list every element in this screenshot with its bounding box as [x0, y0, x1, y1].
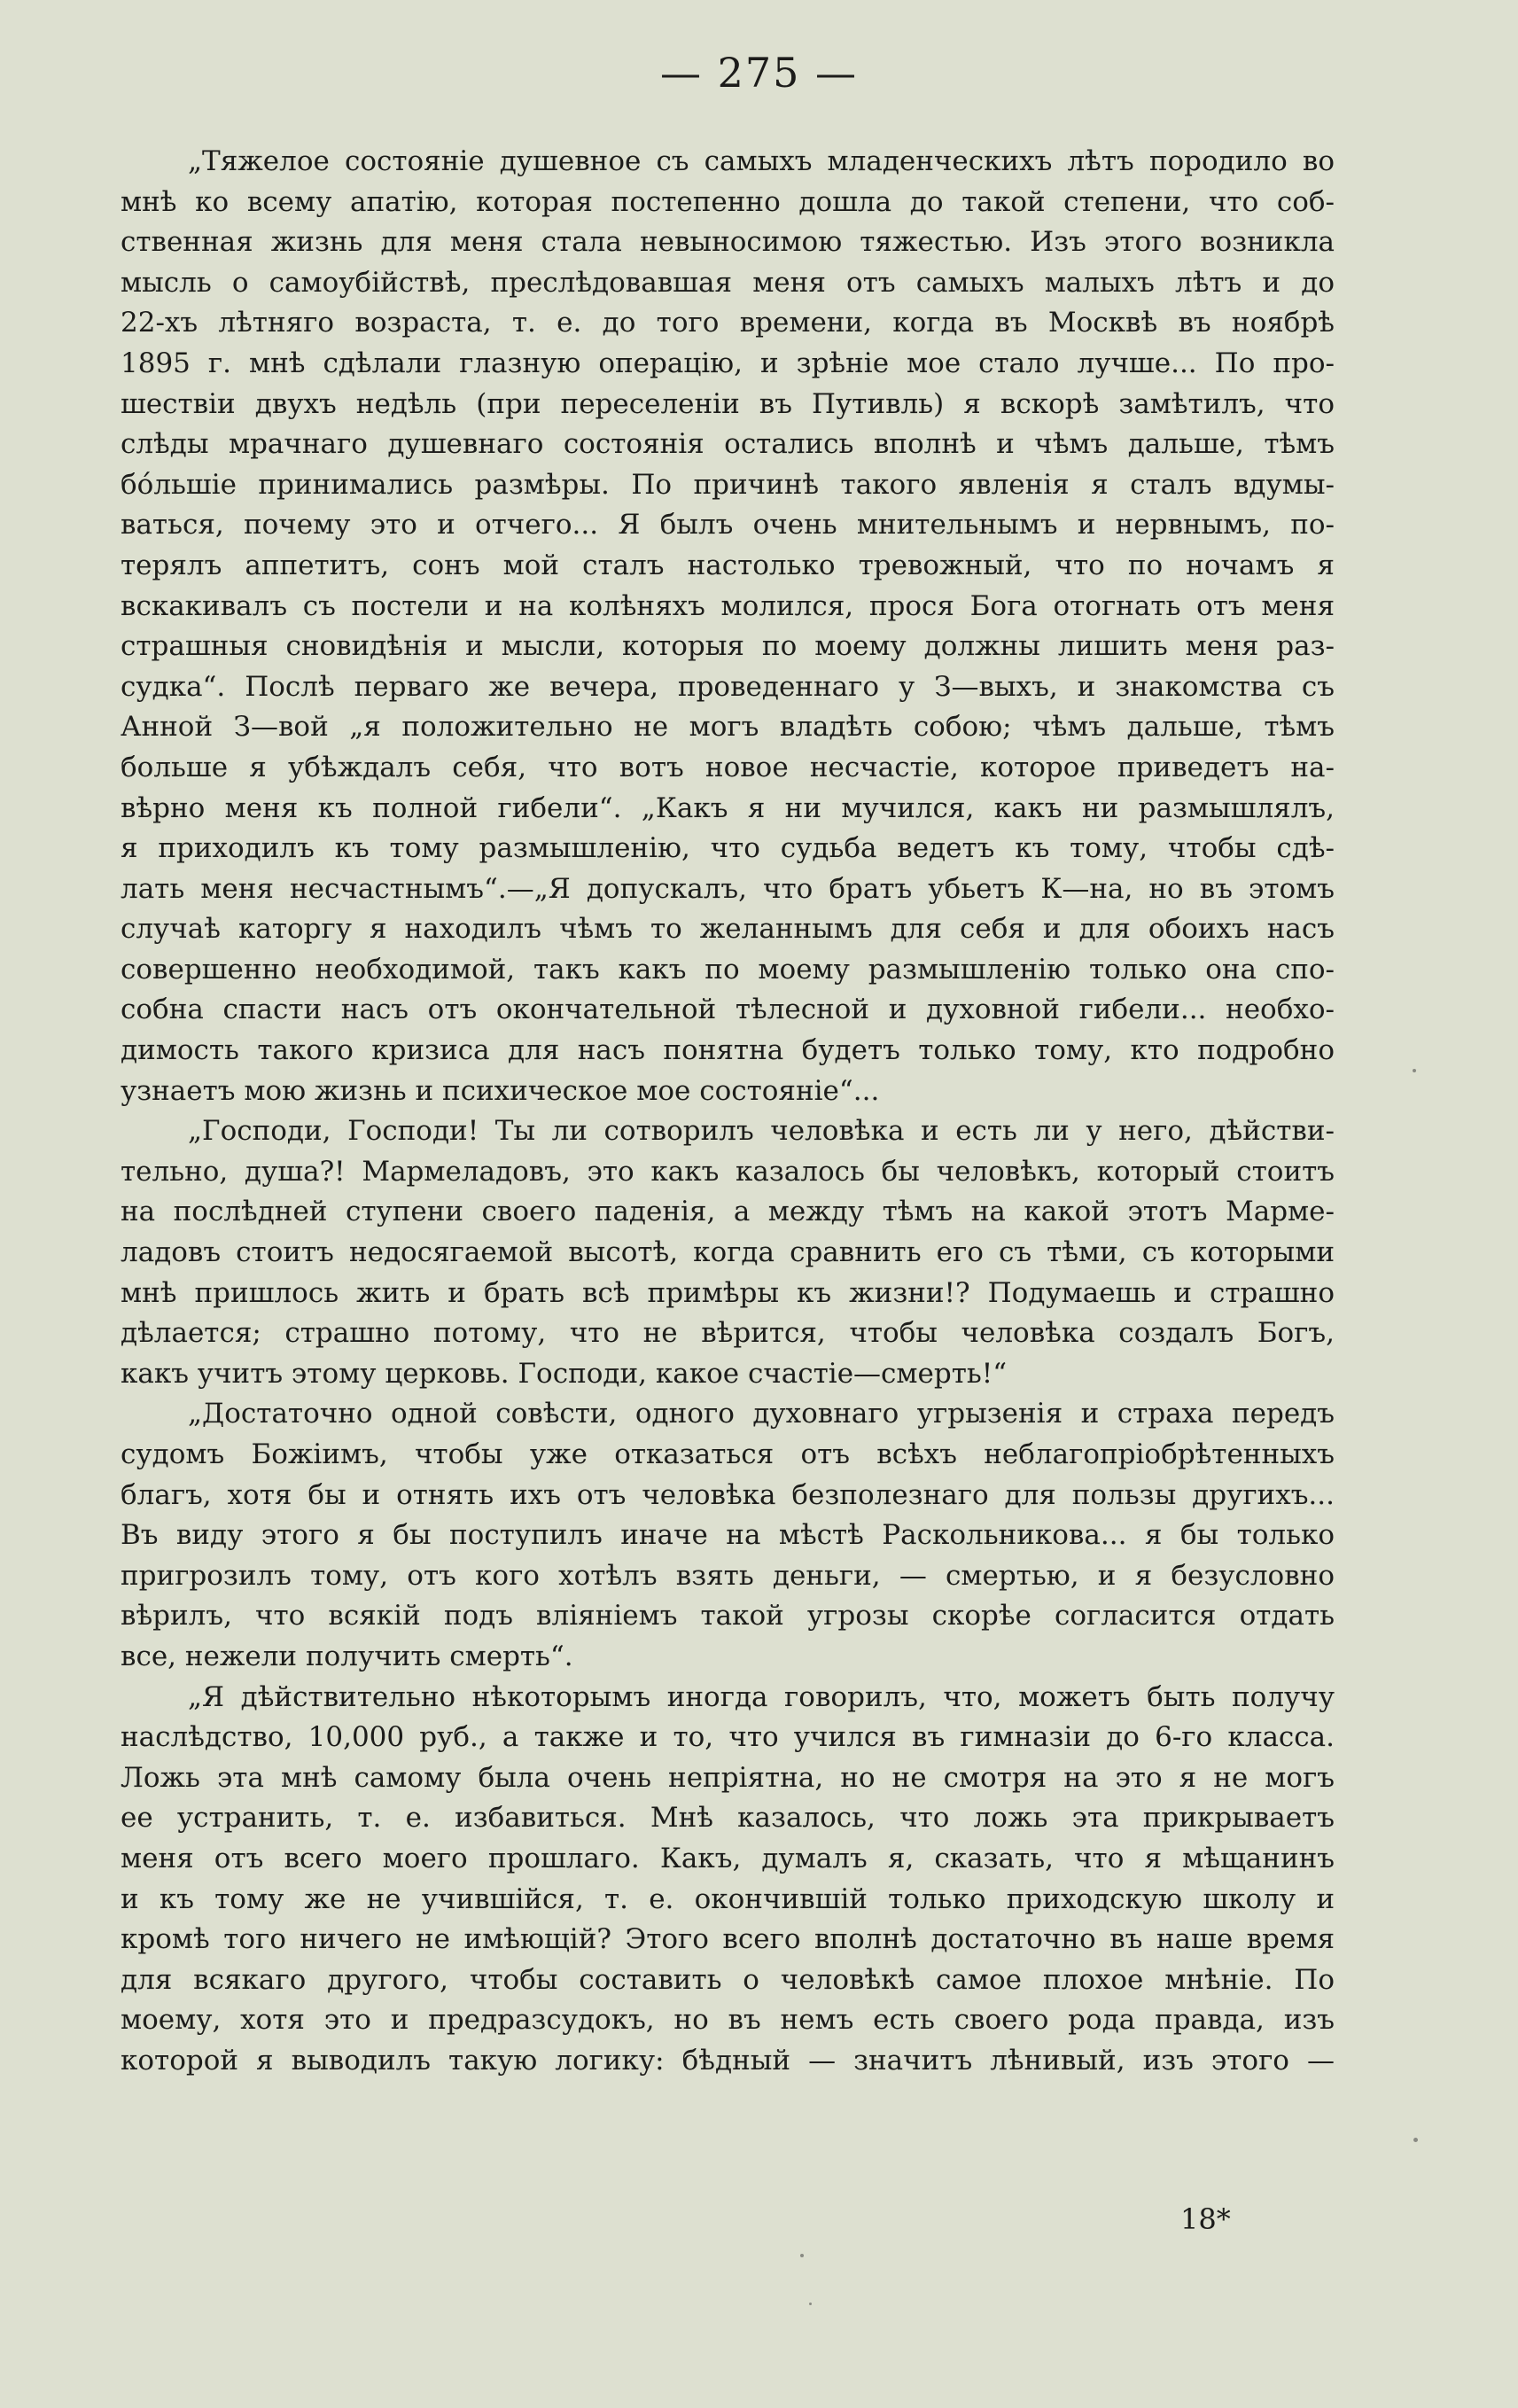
text-line: „Тяжелое состояніе душевное съ самыхъ младенческихъ лѣтъ породило во [188, 145, 1335, 177]
text-line: все, нежели получить смерть“. [121, 1640, 573, 1672]
body-text [121, 142, 1335, 2082]
text-line: вѣрилъ, что всякій подъ вліяніемъ такой угрозы скорѣе согласится отдать [121, 1600, 1335, 1633]
text-line: „Я дѣйствительно нѣкоторымъ иногда говорилъ, что, можетъ быть получу [188, 1680, 1335, 1713]
text-line: кромѣ того ничего не имѣющій? Этого всего вполнѣ достаточно въ наше время [121, 1923, 1335, 1956]
page-number: — 275 — [659, 49, 859, 97]
printer-signature-mark: 18* [1180, 2202, 1231, 2236]
text-line: какъ учитъ этому церковь. Господи, какое счастіе—смерть!“ [121, 1357, 1008, 1390]
text-line: слѣды мрачнаго душевнаго состоянія остались вполнѣ и чѣмъ дальше, тѣмъ [121, 428, 1335, 461]
text-line: вѣрно меня къ полной гибели“. „Какъ я ни мучился, какъ ни размышлялъ, [121, 791, 1335, 824]
text-line: узнаетъ мою жизнь и психическое мое состояніе“... [121, 1074, 880, 1107]
text-line: терялъ аппетитъ, сонъ мой сталъ настолько тревожный, что по ночамъ я [121, 549, 1335, 581]
scan-speck [1413, 2138, 1418, 2142]
text-line: которой я выводилъ такую логику: бѣдный — значитъ лѣнивый, изъ этого — [121, 2044, 1335, 2077]
text-line: ее устранить, т. е. избавиться. Мнѣ казалось, что ложь эта прикрываетъ [121, 1802, 1335, 1835]
text-line: меня отъ всего моего прошлаго. Какъ, думалъ я, сказать, что я мѣщанинъ [121, 1842, 1335, 1874]
text-line: димость такого кризиса для насъ понятна будетъ только тому, кто подробно [121, 1034, 1335, 1067]
text-line: „Достаточно одной совѣсти, одного духовнаго угрызенія и страха передъ [188, 1398, 1335, 1430]
text-line: Анной З—вой „я положительно не могъ владѣть собою; чѣмъ дальше, тѣмъ [121, 711, 1335, 744]
text-line: на послѣдней ступени своего паденія, а между тѣмъ на какой этотъ Марме- [121, 1196, 1335, 1228]
text-line: лать меня несчастнымъ“.—„Я допускалъ, что братъ убьетъ К—на, но въ этомъ [121, 872, 1335, 905]
text-line: 1895 г. мнѣ сдѣлали глазную операцію, и зрѣніе мое стало лучше... По про- [121, 347, 1335, 379]
text-line: „Господи, Господи! Ты ли сотворилъ человѣка и есть ли у него, дѣйстви- [188, 1115, 1335, 1148]
text-line: ственная жизнь для меня стала невыносимою тяжестью. Изъ этого возникла [121, 226, 1335, 259]
text-line: больше я убѣждалъ себя, что вотъ новое несчастіе, которое приведетъ на- [121, 751, 1335, 783]
text-line: страшныя сновидѣнія и мысли, которыя по моему должны лишить меня раз- [121, 630, 1335, 663]
text-line: Въ виду этого я бы поступилъ иначе на мѣстѣ Раскольникова... я бы только [121, 1519, 1335, 1552]
text-line: я приходилъ къ тому размышленію, что судьба ведетъ къ тому, чтобы сдѣ- [121, 832, 1335, 865]
text-line: тельно, душа?! Мармеладовъ, это какъ казалось бы человѣкъ, который стоитъ [121, 1155, 1335, 1188]
text-line: вскакивалъ съ постели и на колѣняхъ молился, прося Бога отогнать отъ меня [121, 589, 1335, 622]
text-line: и къ тому же не учившійся, т. е. окончившій только приходскую школу и [121, 1882, 1335, 1915]
text-line: случаѣ каторгу я находилъ чѣмъ то желаннымъ для себя и для обоихъ насъ [121, 913, 1335, 946]
scan-speck [800, 2254, 804, 2257]
scan-speck [809, 2303, 812, 2305]
text-line: мысль о самоубійствѣ, преслѣдовавшая меня отъ самыхъ малыхъ лѣтъ и до [121, 266, 1335, 299]
text-line: мнѣ ко всему апатію, которая постепенно дошла до такой степени, что соб- [121, 185, 1335, 218]
text-line: бóльшіе принимались размѣры. По причинѣ такого явленія я сталъ вдумы- [121, 468, 1335, 501]
text-line: для всякаго другого, чтобы составить о человѣкѣ самое плохое мнѣніе. По [121, 1963, 1335, 1996]
text-line: ладовъ стоитъ недосягаемой высотѣ, когда сравнить его съ тѣми, съ которыми [121, 1236, 1335, 1269]
text-line: совершенно необходимой, такъ какъ по моему размышленію только она спо- [121, 953, 1335, 986]
text-line: 22-хъ лѣтняго возраста, т. е. до того времени, когда въ Москвѣ въ ноябрѣ [121, 307, 1335, 339]
text-line: судомъ Божіимъ, чтобы уже отказаться отъ всѣхъ неблагопріобрѣтенныхъ [121, 1438, 1335, 1470]
scan-speck [1413, 1069, 1416, 1072]
text-line: благъ, хотя бы и отнять ихъ отъ человѣка безполезнаго для пользы другихъ... [121, 1478, 1335, 1511]
text-line: наслѣдство, 10,000 руб., а также и то, что учился въ гимназіи до 6-го класса. [121, 1721, 1335, 1754]
text-line: пригрозилъ тому, отъ кого хотѣлъ взять деньги, — смертью, и я безусловно [121, 1559, 1335, 1592]
text-line: моему, хотя это и предразсудокъ, но въ немъ есть своего рода правда, изъ [121, 2004, 1335, 2037]
text-line: Ложь эта мнѣ самому была очень непріятна, но не смотря на это я не могъ [121, 1761, 1335, 1794]
text-line: судка“. Послѣ перваго же вечера, проведеннаго у З—выхъ, и знакомства съ [121, 670, 1335, 703]
text-line: собна спасти насъ отъ окончательной тѣлесной и духовной гибели... необхо- [121, 994, 1335, 1026]
text-line: ваться, почему это и отчего... Я былъ очень мнительнымъ и нервнымъ, по- [121, 509, 1335, 542]
text-line: дѣлается; страшно потому, что не вѣрится, чтобы человѣка создалъ Богъ, [121, 1317, 1335, 1350]
text-line: шествіи двухъ недѣль (при переселеніи въ Путивль) я вскорѣ замѣтилъ, что [121, 387, 1335, 420]
text-line: мнѣ пришлось жить и брать всѣ примѣры къ жизни!? Подумаешь и страшно [121, 1276, 1335, 1309]
